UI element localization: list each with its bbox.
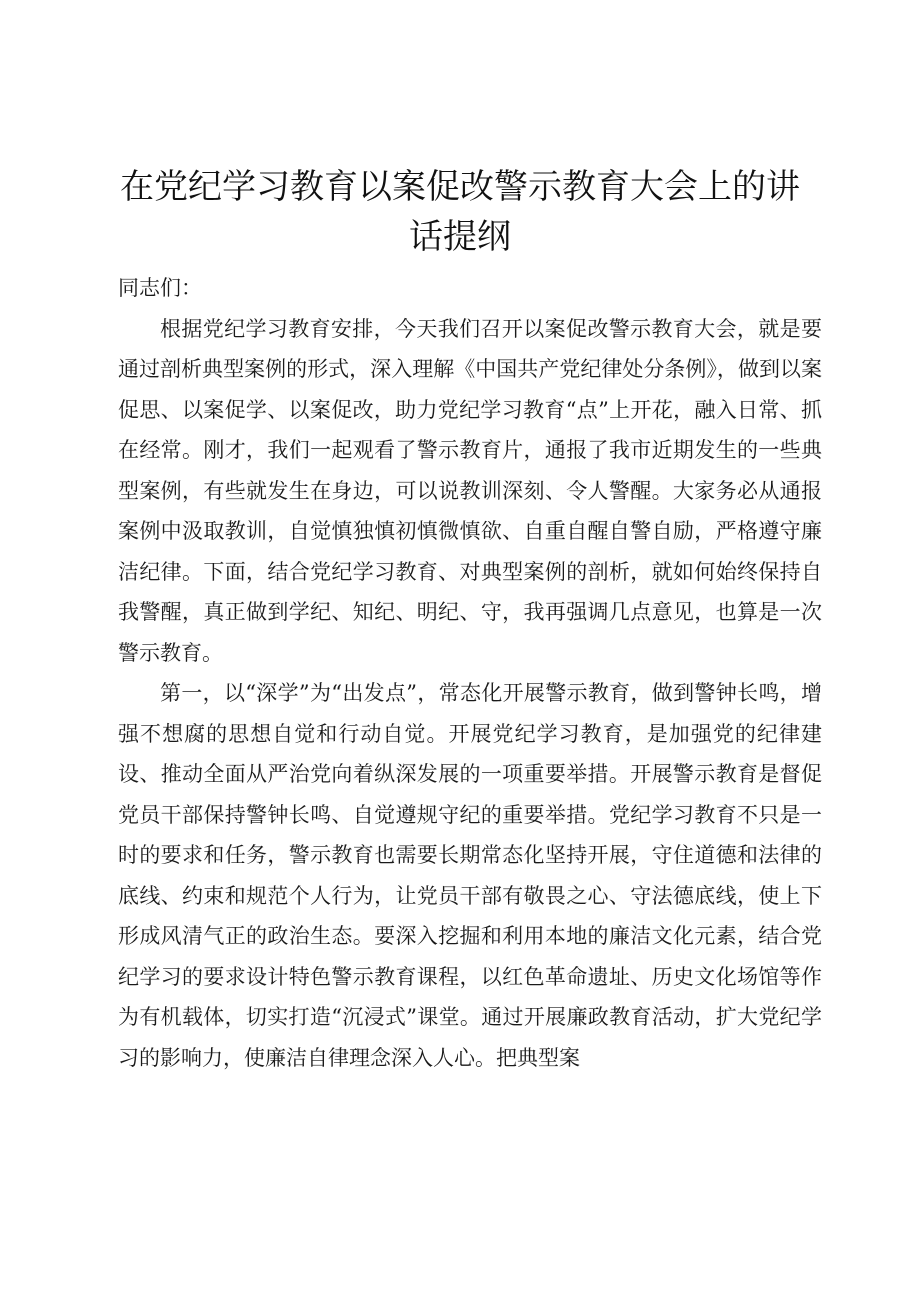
paragraph-first-point: 第一，以“深学”为“出发点”，常态化开展警示教育，做到警钟长鸣，增强不想腐的思想自觉和行动自觉。开展党纪学习教育，是加强党的纪律建设、推动全面从严治党向着纵深发展的一项重要举措。开展警示教育是督促党员干部保持警钟长鸣、自觉遵规守纪的重要举措。党纪学习教育不只是一时的要求和任务，警示教育也需要长期常态化坚持开展，守住道德和法律的底线、约束和规范个人行为，让党员干部有敬畏之心、守法德底线，使上下形成风清气正的政治生态。要深入挖掘和利用本地的廉洁文化元素，结合党纪学习的要求设计特色警示教育课程，以红色革命遗址、历史文化场馆等作为有机载体，切实打造“沉浸式”课堂。通过开展廉政教育活动，扩大党纪学习的影响力，使廉洁自律理念深入人心。把典型案 [118,681,822,1070]
paragraph-intro: 根据党纪学习教育安排，今天我们召开以案促改警示教育大会，就是要通过剖析典型案例的形式，深入理解《中国共产党纪律处分条例》，做到以案促思、以案促学、以案促改，助力党纪学习教育“点”上开花，融入日常、抓在经常。刚才，我们一起观看了警示教育片，通报了我市近期发生的一些典型案例，有些就发生在身边，可以说教训深刻、令人警醒。大家务必从通报案例中汲取教训，自觉慎独慎初慎微慎欲、自重自醒自警自励，严格遵守廉洁纪律。下面，结合党纪学习教育、对典型案例的剖析，就如何始终保持自我警醒，真正做到学纪、知纪、明纪、守，我再强调几点意见，也算是一次警示教育。 [118,316,822,665]
salutation: 同志们： [118,276,202,300]
document-title: 在党纪学习教育以案促改警示教育大会上的讲话提纲 [120,167,800,257]
document-body [118,268,822,1078]
